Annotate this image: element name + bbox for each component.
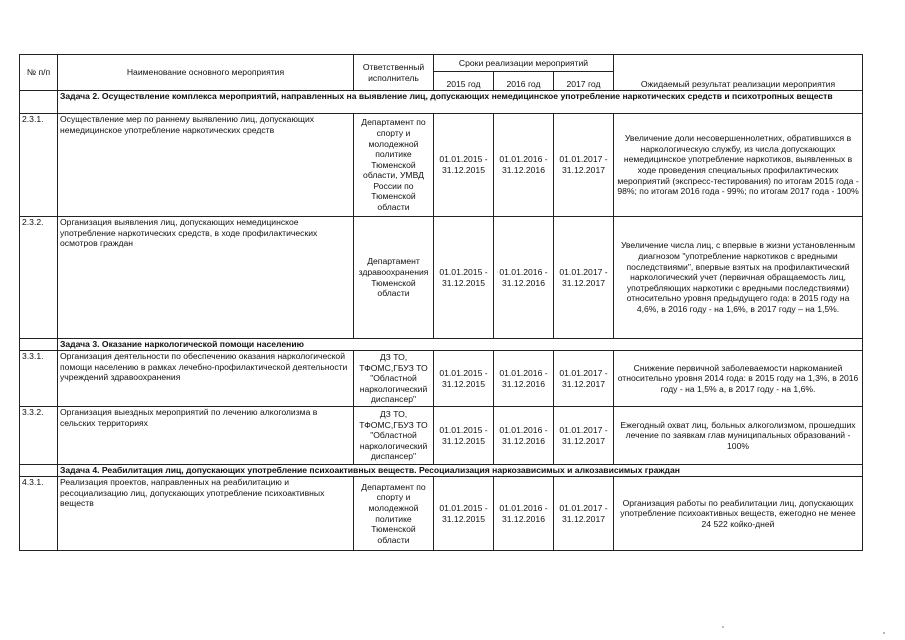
row-name: Осуществление мер по раннему выявлению лиц, допускающих немедицинское употребление наркотических средств [58, 114, 354, 217]
row-result: Организация работы по реабилитации лиц, допускающих употребление психоактивных веществ, ежегодно не менее 24 522 койко-дней [614, 477, 863, 551]
task-heading: Задача 2. Осуществление комплекса мероприятий, направленных на выявление лиц, допускающих немедицинское употребление наркотических средств и психотропных веществ [58, 91, 863, 114]
row-name: Организация деятельности по обеспечению оказания наркологической помощи населению в рамках лечебно-профилактической деятельности учреждений здравоохранения [58, 351, 354, 407]
row-date-2015: 01.01.2015 - 31.12.2015 [434, 114, 494, 217]
row-date-2015: 01.01.2015 - 31.12.2015 [434, 217, 494, 339]
row-date-2015: 01.01.2015 - 31.12.2015 [434, 477, 494, 551]
table-row [20, 217, 863, 339]
header-terms: Сроки реализации мероприятий [434, 55, 614, 72]
row-date-2017: 01.01.2017 - 31.12.2017 [554, 351, 614, 407]
row-num: 2.3.1. [20, 114, 58, 217]
activities-table [19, 54, 863, 551]
row-name: Организация выявления лиц, допускающих немедицинское употребление наркотических средств, в ходе профилактических осмотров граждан [58, 217, 354, 339]
row-result: Ежегодный охват лиц, больных алкоголизмом, прошедших лечение по заявкам глав муниципальных образований - 100% [614, 407, 863, 465]
table-row [20, 351, 863, 407]
row-name: Реализация проектов, направленных на реабилитацию и ресоциализацию лиц, допускающих употребление психоактивных веществ [58, 477, 354, 551]
header-num: № п/п [20, 55, 58, 91]
scan-speck [722, 626, 724, 628]
row-num: 2.3.2. [20, 217, 58, 339]
header-year-2017: 2017 год [554, 72, 614, 91]
row-date-2017: 01.01.2017 - 31.12.2017 [554, 217, 614, 339]
row-result: Снижение первичной заболеваемости наркоманией относительно уровня 2014 года: в 2015 году на 1,3%, в 2016 году - на 1,5% а, в 2017 году - на 1,6%. [614, 351, 863, 407]
row-name: Организация выездных мероприятий по лечению алкоголизма в сельских территориях [58, 407, 354, 465]
row-date-2016: 01.01.2016 - 31.12.2016 [494, 407, 554, 465]
row-num: 3.3.2. [20, 407, 58, 465]
document-sheet [19, 54, 863, 551]
row-responsible: Департамент здравоохранения Тюменской области [354, 217, 434, 339]
row-date-2016: 01.01.2016 - 31.12.2016 [494, 351, 554, 407]
row-date-2015: 01.01.2015 - 31.12.2015 [434, 407, 494, 465]
row-date-2016: 01.01.2016 - 31.12.2016 [494, 477, 554, 551]
header-year-2015: 2015 год [434, 72, 494, 91]
task-heading: Задача 4. Реабилитация лиц, допускающих употребление психоактивных веществ. Ресоциализация наркозависимых и алкозависимых граждан [58, 465, 863, 477]
row-responsible: ДЗ ТО, ТФОМС,ГБУЗ ТО "Областной наркологический диспансер" [354, 407, 434, 465]
row-result: Увеличение числа лиц, с впервые в жизни установленным диагнозом "употребление наркотиков с вредными последствиями", впервые взятых на профилактический наркологический учет (первичная обращаемость лиц, употребляющих наркотики с вредными последствиями) относительно уровня предыдущего года: в 2015 году на 4,6%, в 2016 году - на 1,6%, в 2017 году – на 1,5%. [614, 217, 863, 339]
header-name: Наименование основного мероприятия [58, 55, 354, 91]
row-date-2017: 01.01.2017 - 31.12.2017 [554, 407, 614, 465]
row-responsible: Департамент по спорту и молодежной политике Тюменской области, УМВД России по Тюменской области [354, 114, 434, 217]
row-num: 3.3.1. [20, 351, 58, 407]
row-date-2015: 01.01.2015 - 31.12.2015 [434, 351, 494, 407]
scan-speck [883, 632, 885, 634]
row-result: Увеличение доли несовершеннолетних, обратившихся в наркологическую службу, из числа допускающих немедицинское употребление наркотиков, выявленных в ходе проведения специальных профилактических мероприятий (экспресс-тестирования) по итогам 2015 года - 98%; по итогам 2016 года - 99%; по итогам 2017 года - 100% [614, 114, 863, 217]
row-date-2017: 01.01.2017 - 31.12.2017 [554, 114, 614, 217]
header-responsible: Ответственный исполнитель [354, 55, 434, 91]
table-row [20, 114, 863, 217]
task-heading: Задача 3. Оказание наркологической помощи населению [58, 339, 863, 351]
header-year-2016: 2016 год [494, 72, 554, 91]
header-result: Ожидаемый результат реализации мероприятия [614, 55, 863, 91]
table-row [20, 407, 863, 465]
row-responsible: Департамент по спорту и молодежной политике Тюменской области [354, 477, 434, 551]
table-row [20, 477, 863, 551]
row-date-2017: 01.01.2017 - 31.12.2017 [554, 477, 614, 551]
row-responsible: ДЗ ТО, ТФОМС,ГБУЗ ТО "Областной наркологический диспансер" [354, 351, 434, 407]
row-num: 4.3.1. [20, 477, 58, 551]
row-date-2016: 01.01.2016 - 31.12.2016 [494, 114, 554, 217]
row-date-2016: 01.01.2016 - 31.12.2016 [494, 217, 554, 339]
